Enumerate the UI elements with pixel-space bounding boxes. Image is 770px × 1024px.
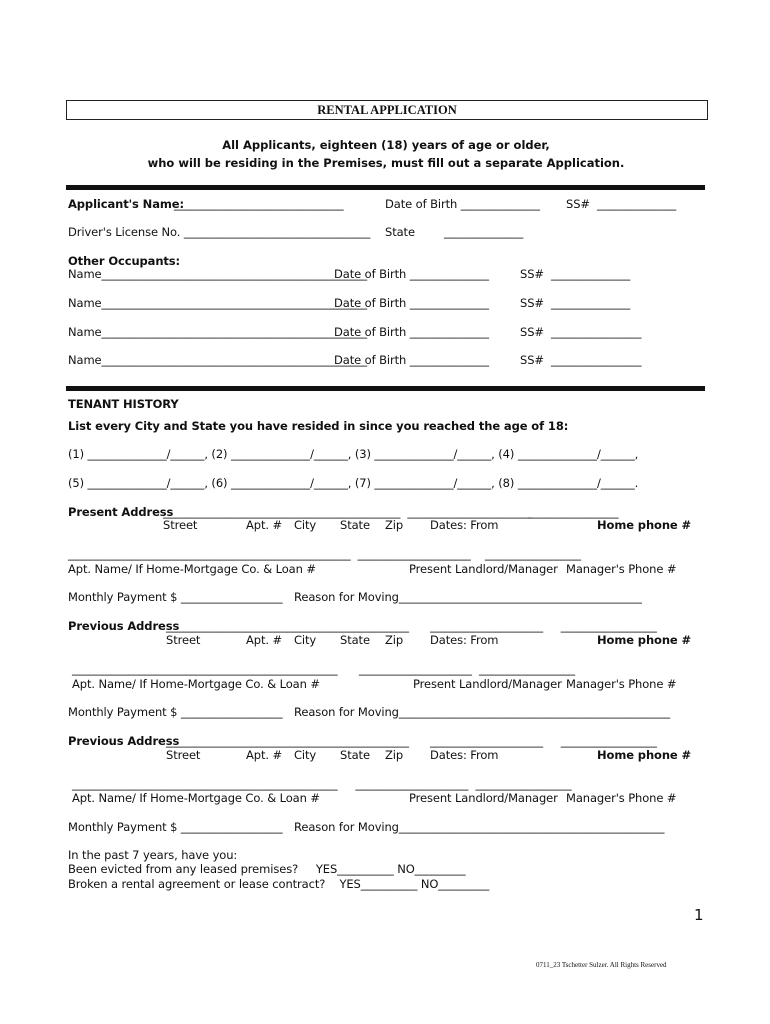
home-phone-label: Home phone # — [597, 633, 692, 647]
occupant-dob-field[interactable]: Date of Birth ______________ — [334, 267, 489, 281]
occupant-dob-field[interactable]: Date of Birth ______________ — [334, 296, 489, 310]
previous-address-field[interactable]: ____________________ _________________ — [430, 734, 657, 748]
tenant-history-instruction: List every City and State you have resided in since you reached the age of 18: — [68, 419, 569, 433]
present-address-field[interactable]: __________________________________________ ______________________ — [163, 505, 532, 519]
previous-address-field[interactable]: ___________________________________________ — [166, 734, 409, 748]
zip-sublabel: Zip — [385, 518, 404, 532]
landlord-sublabel: Present Landlord/Manager — [409, 562, 558, 576]
occupant-ss-field[interactable]: SS# ________________ — [520, 353, 642, 367]
occupant-name-field[interactable]: Name_______________________________________________ — [68, 296, 368, 310]
state-sublabel: State — [340, 748, 370, 762]
city-sublabel: City — [294, 633, 317, 647]
previous-address-label: Previous Address — [68, 734, 180, 748]
monthly-payment-field[interactable]: Monthly Payment $ __________________ — [68, 820, 283, 834]
broken-lease-question[interactable]: Broken a rental agreement or lease contract? YES__________ NO_________ — [68, 877, 490, 891]
monthly-payment-field[interactable]: Monthly Payment $ __________________ — [68, 590, 283, 604]
monthly-payment-field[interactable]: Monthly Payment $ __________________ — [68, 705, 283, 719]
dates-from-sublabel: Dates: From — [430, 748, 499, 762]
drivers-license-field[interactable]: Driver's License No. _________________________________ — [68, 225, 371, 239]
manager-phone-sublabel: Manager's Phone # — [566, 562, 677, 576]
other-occupants-heading: Other Occupants: — [68, 254, 181, 268]
page-number: 1 — [694, 906, 704, 924]
apt-name-sublabel: Apt. Name/ If Home-Mortgage Co. & Loan # — [72, 791, 320, 805]
city-sublabel: City — [294, 518, 317, 532]
applicant-ss-field[interactable]: SS# ______________ — [566, 197, 677, 211]
landlord-sublabel: Present Landlord/Manager — [409, 791, 558, 805]
applicant-dob-field[interactable]: Date of Birth ______________ — [385, 197, 540, 211]
apt-sublabel: Apt. # — [246, 748, 283, 762]
reason-for-moving-field[interactable]: Reason for Moving________________________________________________ — [294, 705, 671, 719]
apt-sublabel: Apt. # — [246, 518, 283, 532]
tenant-history-heading: TENANT HISTORY — [68, 397, 179, 411]
cities-line-1[interactable]: (1) ______________/______, (2) ______________/______, (3) ______________/______, (4) ______________/______, — [68, 447, 639, 461]
apt-name-sublabel: Apt. Name/ If Home-Mortgage Co. & Loan # — [68, 562, 316, 576]
previous-address-field[interactable]: ____________________ _________________ — [430, 619, 657, 633]
apt-name-field[interactable]: _______________________________________________ ____________________ _________________ — [72, 662, 576, 676]
street-sublabel: Street — [163, 518, 198, 532]
previous-address-label: Previous Address — [68, 619, 180, 633]
present-address-field[interactable]: ________________ — [528, 505, 619, 519]
applicant-name-label: Applicant's Name: — [68, 197, 184, 211]
manager-phone-sublabel: Manager's Phone # — [566, 677, 677, 691]
home-phone-label: Home phone # — [597, 748, 692, 762]
reason-for-moving-field[interactable]: Reason for Moving_______________________________________________ — [294, 820, 665, 834]
apt-sublabel: Apt. # — [246, 633, 283, 647]
apt-name-field[interactable]: _______________________________________________ ____________________ _________________ — [72, 777, 572, 791]
state-sublabel: State — [340, 518, 370, 532]
zip-sublabel: Zip — [385, 748, 404, 762]
street-sublabel: Street — [166, 748, 201, 762]
evicted-question[interactable]: Been evicted from any leased premises? YES__________ NO_________ — [68, 862, 466, 876]
dates-from-sublabel: Dates: From — [430, 518, 499, 532]
occupant-name-field[interactable]: Name_______________________________________________ — [68, 267, 368, 281]
home-phone-label: Home phone # — [597, 518, 692, 532]
intro-line-2: who will be residing in the Premises, must fill out a separate Application. — [147, 156, 625, 170]
past-years-question: In the past 7 years, have you: — [68, 848, 238, 862]
apt-name-field[interactable]: __________________________________________________ ____________________ _________________ — [68, 547, 581, 561]
state-sublabel: State — [340, 633, 370, 647]
occupant-dob-field[interactable]: Date of Birth ______________ — [334, 325, 489, 339]
present-address-label: Present Address — [68, 505, 174, 519]
occupant-dob-field[interactable]: Date of Birth ______________ — [334, 353, 489, 367]
state-field[interactable]: ______________ — [444, 225, 524, 239]
occupant-name-field[interactable]: Name_______________________________________________ — [68, 325, 368, 339]
section-divider — [66, 386, 705, 391]
state-label: State — [385, 225, 415, 239]
zip-sublabel: Zip — [385, 633, 404, 647]
street-sublabel: Street — [166, 633, 201, 647]
occupant-name-field[interactable]: Name_______________________________________________ — [68, 353, 368, 367]
copyright-footer: 0711_23 Tschetter Sulzer. All Rights Reserved — [536, 961, 667, 969]
applicant-name-field[interactable]: ______________________________ — [174, 197, 344, 211]
apt-name-sublabel: Apt. Name/ If Home-Mortgage Co. & Loan # — [72, 677, 320, 691]
occupant-ss-field[interactable]: SS# ______________ — [520, 267, 631, 281]
intro-line-1: All Applicants, eighteen (18) years of age or older, — [222, 138, 550, 152]
section-divider — [66, 185, 705, 190]
previous-address-field[interactable]: ___________________________________________ — [166, 619, 409, 633]
page-title: RENTAL APPLICATION — [66, 100, 708, 120]
occupant-ss-field[interactable]: SS# ______________ — [520, 296, 631, 310]
occupant-ss-field[interactable]: SS# ________________ — [520, 325, 642, 339]
reason-for-moving-field[interactable]: Reason for Moving___________________________________________ — [294, 590, 642, 604]
manager-phone-sublabel: Manager's Phone # — [566, 791, 677, 805]
city-sublabel: City — [294, 748, 317, 762]
cities-line-2[interactable]: (5) ______________/______, (6) ______________/______, (7) ______________/______, (8) ______________/______. — [68, 476, 639, 490]
landlord-sublabel: Present Landlord/Manager — [413, 677, 562, 691]
dates-from-sublabel: Dates: From — [430, 633, 499, 647]
